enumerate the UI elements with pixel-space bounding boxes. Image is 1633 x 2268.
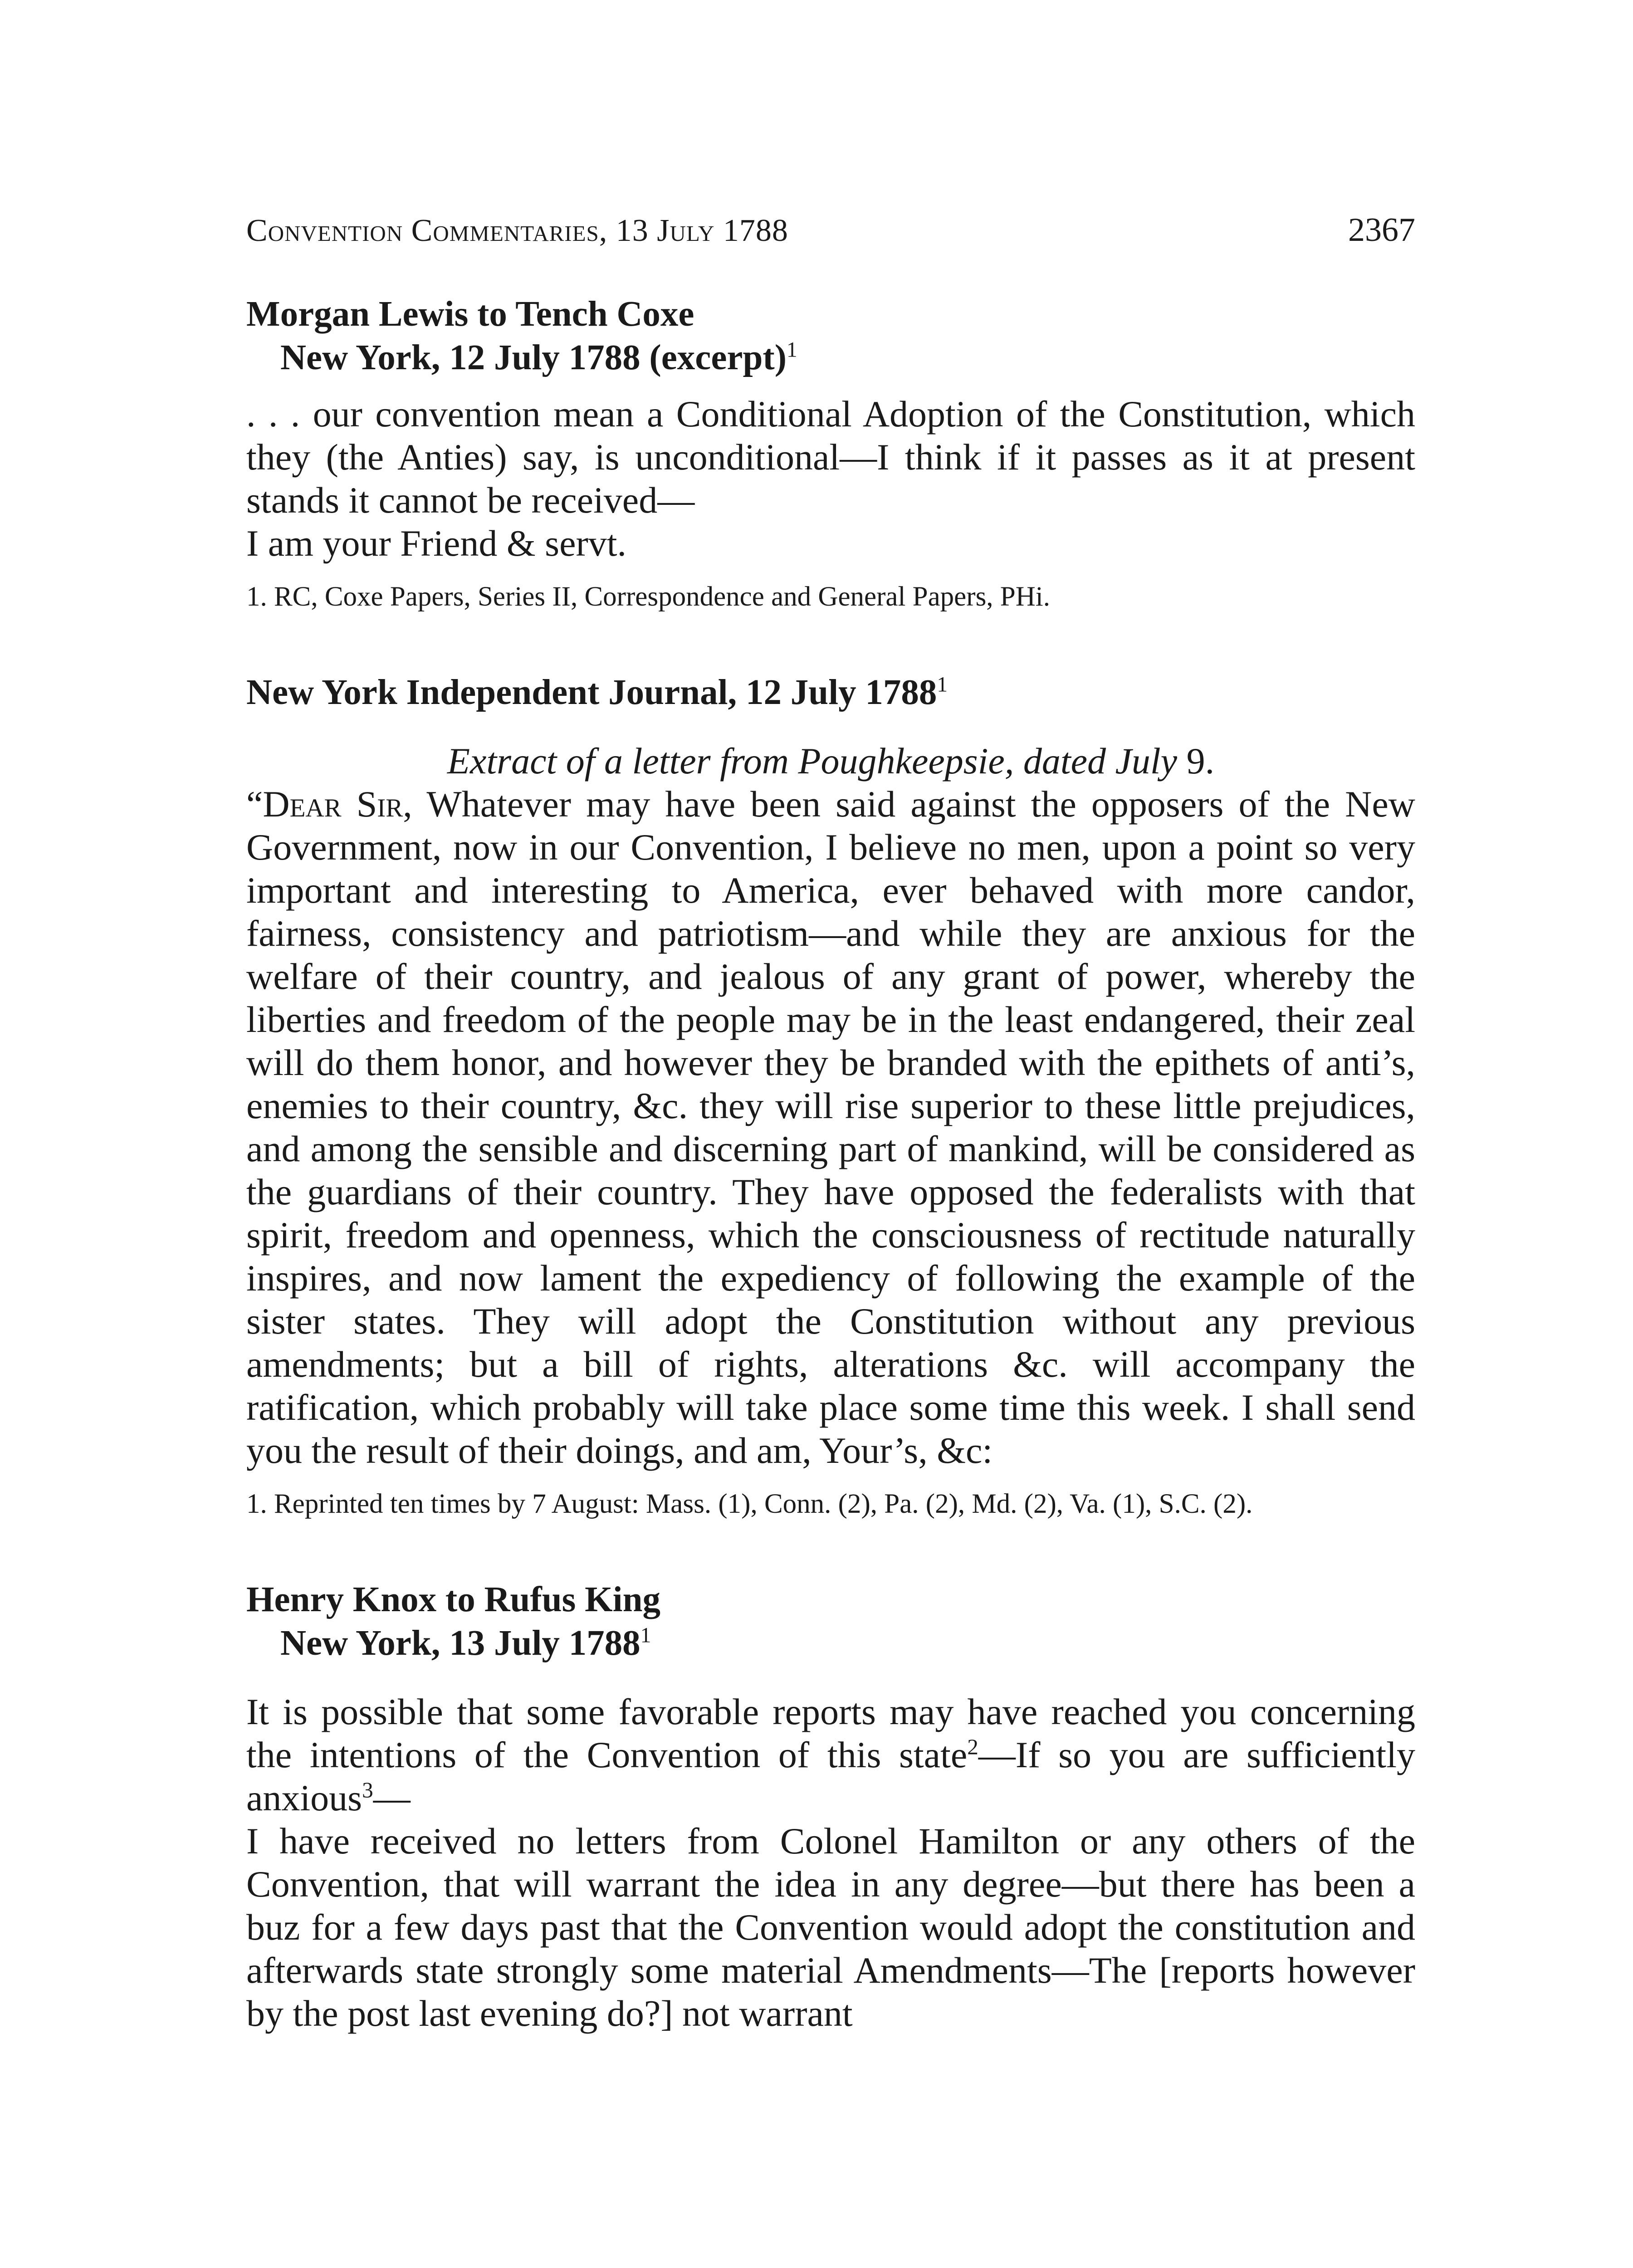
entry-title [246,1578,1415,1665]
entry-title-line2: New York, 12 July 1788 (excerpt)$^1$ [280,338,797,377]
entry-body [246,1690,1415,2035]
paragraph: It is possible that some favorable reports may have reached you concerning the intentions of the Convention of this state$^2$—If so you are sufficiently anxious$^3$— [246,1691,1415,1818]
entry-morgan-lewis [246,293,1415,616]
paragraph: “Dear Sir, Whatever may have been said against the opposers of the New Government, now in our Convention, I believe no men, upon a point so very important and interesting to America, ever behaved with more candor, fairness, consistency and patriotism—and while they are anxious for the welfare of their country, and jealous of any grant of power, whereby the liberties and freedom of the people may be in the least endangered, their zeal will do them honor, and however they be branded with the epithets of anti’s, enemies to their country, &c. they will rise superior to these little prejudices, and among the sensible and discerning part of mankind, will be considered as the guardians of their country. They have opposed the federalists with that spirit, freedom and openness, which the consciousness of rectitude naturally inspires, and now lament the expediency of following the example of the sister states. They will adopt the Constitution without any previous amendments; but a bill of rights, alterations &c. will accompany the ratification, which probably will take place some time this week. I shall send you the result of their doings, and am, Your’s, &c: [246,783,1416,1471]
footnote: 1. RC, Coxe Papers, Series II, Correspondence and General Papers, PHi. [246,582,1050,612]
dateline: Extract of a letter from Poughkeepsie, dated July 9. [447,740,1215,782]
paragraph: . . . our convention mean a Conditional Adoption of the Constitution, which they (the Anties) say, is unconditional—I think if it passes as it at present stands it cannot be received— [246,393,1415,521]
footnote-ref: 1 [640,1623,651,1647]
footnote-ref: 1 [937,673,948,697]
footnote-ref: 3 [362,1777,373,1803]
footnote: 1. Reprinted ten times by 7 August: Mass. (1), Conn. (2), Pa. (2), Md. (2), Va. (1), S.C. (2). [246,1489,1253,1519]
entry-henry-knox [246,1578,1415,2035]
paragraph: I am your Friend & servt. [246,523,627,564]
running-head [246,211,1415,249]
entry-title: New York Independent Journal, 12 July 1788$^1$ [246,673,948,712]
entry-title-line2: New York, 13 July 1788$^1$ [280,1623,651,1663]
page-number: 2367 [1348,211,1415,249]
salutation: “Dear Sir, [246,783,412,825]
entry-title-line1: Morgan Lewis to Tench Coxe [246,294,694,334]
footnote-ref: 2 [967,1734,978,1760]
entry-body [246,392,1415,565]
entry-title-line1: Henry Knox to Rufus King [246,1580,661,1619]
entry-body [246,739,1415,1472]
entry-independent-journal [246,671,1415,1524]
footnote-ref: 1 [787,338,797,362]
entry-title [246,293,1415,380]
running-title: Convention Commentaries, 13 July 1788 [246,213,788,248]
paragraph: I have received no letters from Colonel Hamilton or any others of the Convention, that will warrant the idea in any degree—but there has been a buz for a few days past that the Convention would adopt the constitution and afterwards state strongly some material Amendments—The [reports however by the post last evening do?] not warrant [246,1820,1415,2034]
